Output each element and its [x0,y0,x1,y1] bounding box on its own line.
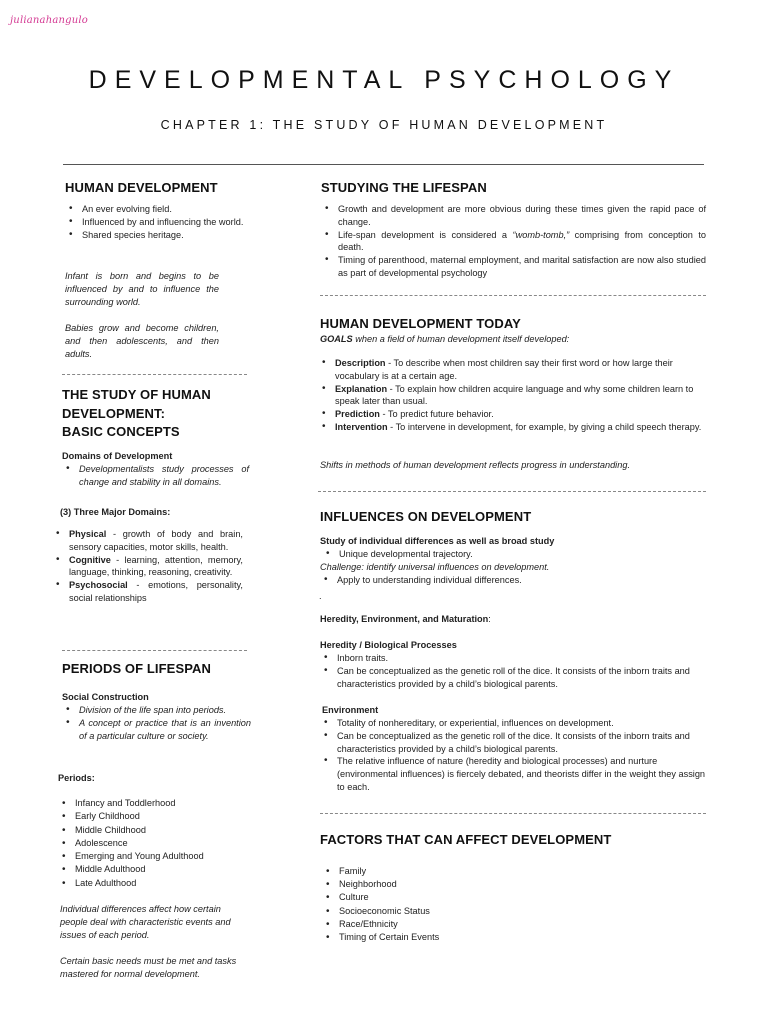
list-item: • A concept or practice that is an invention of a particular culture or society. [79,717,251,743]
list-item: • Can be conceptualized as the genetic roll of the dice. It consists of the inborn traits and characteristics provided by a child’s biological parents. [337,665,707,691]
periods-note-1: Individual differences affect how certain people deal with characteristic events and issues of each period. [60,904,231,940]
list-item: • Shared species heritage. [82,229,244,242]
goal-intervention [335,421,707,434]
description: - emotions, personality, social relationships [69,580,243,603]
hem-label [320,613,491,626]
lifespan-bullets [338,203,706,280]
heredity-bullets [337,652,707,690]
list-item: • Infancy and Toddlerhood [75,797,255,810]
list-item: • Influenced by and influencing the world. [82,216,244,229]
list-item: • Middle Adulthood [75,863,255,876]
three-domains-list [69,528,243,605]
heading-line: BASIC CONCEPTS [62,424,180,439]
environment-label: Environment [322,705,379,715]
section-heading-factors: FACTORS THAT CAN AFFECT DEVELOPMENT [320,832,612,847]
emphasis: “womb-tomb,” [512,229,570,240]
description: - To predict future behavior. [379,409,494,420]
today-note: Shifts in methods of human development reflects progress in understanding. [320,460,630,470]
goals-text: when a field of human development itself developed: [352,334,570,344]
human-development-note-2: Babies grow and become children, and then adolescents, and then adults. [65,323,219,359]
domain-cognitive [69,554,243,580]
list-item: • Timing of Certain Events [339,931,639,944]
description: - growth of body and brain, sensory capacities, motor skills, health. [69,529,243,552]
study-bullets [339,548,699,561]
heading-line: THE STUDY OF HUMAN [62,387,211,402]
heading-line: DEVELOPMENT: [62,405,166,421]
description: - To explain how children acquire language and why some children learn to speak later than usual. [335,383,694,407]
list-item: • Adolescence [75,837,255,850]
term: Description [335,358,386,368]
list-item: • Race/Ethnicity [339,918,639,931]
section-heading-today: HUMAN DEVELOPMENT TODAY [320,316,521,331]
author-signature: julianahangulo [10,15,89,26]
section-divider [320,813,706,814]
list-item [338,229,706,255]
term: Explanation [335,383,388,394]
description: - learning, attention, memory, language, thinking, reasoning, creativity. [69,554,243,578]
social-construction-bullets [79,704,251,742]
challenge-bullets [337,574,697,587]
domain-psychosocial [69,579,243,605]
section-heading-human-development: HUMAN DEVELOPMENT [65,180,218,195]
challenge-line: Challenge: identify universal influences on development. [320,562,550,572]
description: - To intervene in development, for example, by giving a child speech therapy. [387,421,702,432]
term: Intervention [335,421,388,432]
list-item: • Socioeconomic Status [339,905,639,918]
list-item: • Developmentalists study processes of change and stability in all domains. [79,463,249,489]
section-heading-periods: PERIODS OF LIFESPAN [62,661,212,676]
list-item: • Can be conceptualized as the genetic roll of the dice. It consists of the inborn traits and characteristics provided by a child’s biological parents. [337,730,707,756]
list-item: • Culture [339,891,639,904]
list-item: • Growth and development are more obvious during these times given the rapid pace of change. [338,203,706,229]
goals-term: GOALS [320,334,353,344]
page-title: DEVELOPMENTAL PSYCHOLOGY [88,66,680,94]
list-item: • Early Childhood [75,810,255,823]
environment-bullets [337,717,707,794]
domain-physical [69,528,243,554]
list-item: • The relative influence of nature (heredity and biological processes) and nurture (environmental influences) is fiercely debated, and theorists differ in the weight they assign to each. [337,755,707,793]
list-item: • Totality of nonhereditary, or experiential, influences on development. [337,717,707,730]
goal-description [335,357,707,383]
section-divider [62,650,247,651]
three-domains-label: (3) Three Major Domains: [60,507,171,517]
goal-explanation [335,383,707,409]
page-subtitle: CHAPTER 1: THE STUDY OF HUMAN DEVELOPMENT [160,118,608,132]
factors-list [339,865,639,944]
section-divider [320,295,706,296]
text: Life-span development is considered a [338,229,513,240]
list-item: • Emerging and Young Adulthood [75,850,255,863]
list-item: • Neighborhood [339,878,639,891]
human-development-bullets [82,203,244,241]
term: Physical [69,529,107,539]
section-divider [318,491,706,492]
goal-prediction [335,408,707,421]
domains-bullets [79,463,249,489]
list-item: • Family [339,865,639,878]
human-development-note-1: Infant is born and begins to be influenced by and to influence the surrounding world. [65,271,219,307]
list-item: • Division of the life span into periods. [79,704,251,717]
section-heading-basic-concepts [62,386,211,442]
hem-text: Heredity, Environment, and Maturation [320,614,489,624]
study-label: Study of individual differences as well as broad study [320,536,555,546]
section-heading-studying-lifespan: STUDYING THE LIFESPAN [321,180,487,195]
title-divider [63,164,704,165]
stray-period: . [319,591,322,601]
term: Cognitive [69,554,111,565]
term: Prediction [335,409,380,420]
list-item: • Timing of parenthood, maternal employment, and marital satisfaction are now also studied as part of developmental psychology [338,254,706,280]
periods-list [75,797,255,890]
social-construction-label: Social Construction [62,692,149,702]
term: Psychosocial [69,580,128,591]
domains-label: Domains of Development [62,451,173,461]
list-item: • Apply to understanding individual differences. [337,574,697,587]
text: comprising from conception to death. [338,229,707,253]
list-item: • Unique developmental trajectory. [339,548,699,561]
periods-label: Periods: [58,773,95,783]
list-item: • Late Adulthood [75,877,255,890]
goals-list [335,357,707,434]
periods-note-2: Certain basic needs must be met and tasks mastered for normal development. [60,956,237,979]
goals-line [320,333,710,346]
heredity-label: Heredity / Biological Processes [320,640,457,650]
section-heading-influences: INFLUENCES ON DEVELOPMENT [320,509,532,524]
section-divider [62,374,247,375]
list-item: • Middle Childhood [75,824,255,837]
hem-colon: : [488,614,491,624]
description: - To describe when most children say their first word or how large their vocabulary is at a certain age. [335,358,673,381]
list-item: • An ever evolving field. [82,203,244,216]
list-item: • Inborn traits. [337,652,707,665]
